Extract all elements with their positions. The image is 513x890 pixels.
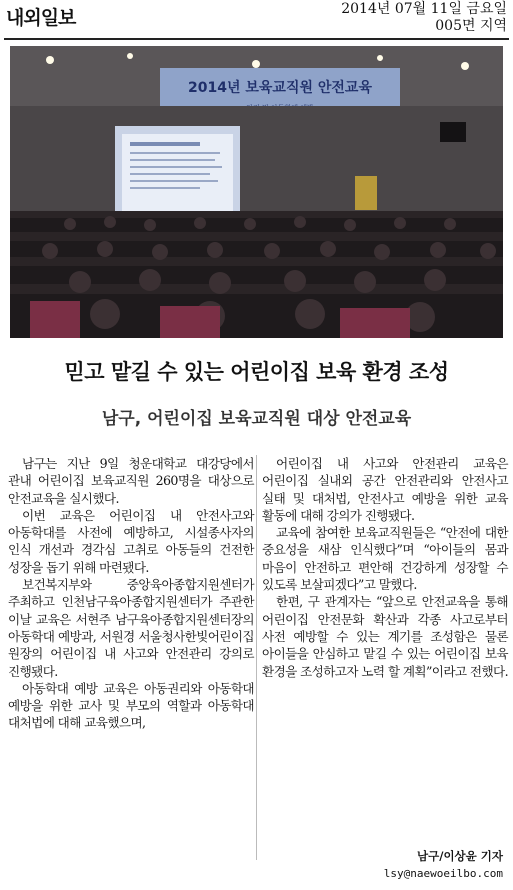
- front-wall: [10, 106, 503, 226]
- paragraph: 아동학대 예방 교육은 아동권리와 아동학대 예방을 위한 교사 및 부모의 역할과 아동학대 대처법에 대해 교육했으며,: [8, 680, 254, 731]
- newspaper-logo: 내외일보: [6, 7, 76, 29]
- paragraph: 교육에 참여한 보육교직원들은 “안전에 대한 중요성을 새삼 인식했다”며 “아이들의 몸과 마음이 안전하고 편안해 건강하게 성장할 수 있도록 보살피겠다”고 말했다.: [262, 525, 508, 593]
- byline: [384, 848, 503, 882]
- paragraph: 보건복지부와 중앙육아종합지원센터가 주최하고 인천남구육아종합지원센터가 주관한 이날 교육은 서현주 남구육아종합지원센터장의 아동학대 예방과, 서원경 서울청사한빛어린이집 원장의 어린이집 내 사고와 안전관리 강의로 진행됐다.: [8, 577, 254, 679]
- ceiling-light: [46, 56, 54, 64]
- speaker: [440, 122, 466, 142]
- article-photo: [10, 46, 503, 338]
- masthead: [0, 0, 513, 40]
- ceiling-light: [127, 53, 133, 59]
- article-column-left: [8, 455, 254, 732]
- lecture-hall-photo: [10, 46, 503, 338]
- ceiling-light: [377, 55, 383, 61]
- podium: [355, 176, 377, 210]
- article-column-right: [262, 455, 508, 680]
- page-section: 005면 지역: [435, 18, 507, 34]
- projected-slide: [122, 134, 233, 220]
- paragraph: 이번 교육은 어린이집 내 안전사고와 아동학대를 사전에 예방하고, 시설종사자의 인식 개선과 경각심 고취로 아동들의 건전한 성장을 돕기 위해 마련됐다.: [8, 507, 254, 575]
- column-divider: [256, 455, 257, 860]
- ceiling-light: [461, 62, 469, 70]
- paragraph: 한편, 구 관계자는 “앞으로 안전교육을 통해 어린이집 안전문화 확산과 각종 사고로부터 사전 예방할 수 있는 계기를 조성함은 물론 아이들을 안심하고 맡길 수 있는 어린이집 보육 환경을 조성하고자 노력 할 계획”이라고 전했다.: [262, 594, 509, 679]
- banner-title: 2014년 보육교직원 안전교육: [188, 80, 372, 96]
- ceiling-light: [252, 60, 260, 68]
- paragraph: 남구는 지난 9일 청운대학교 대강당에서 관내 어린이집 보육교직원 260명을 대상으로 안전교육을 실시했다.: [8, 456, 254, 506]
- paragraph: 어린이집 내 사고와 안전관리 교육은 어린이집 실내외 공간 안전관리와 안전사고 실태 및 대처법, 안전사고 예방을 위한 교육 활동에 대해 강의가 진행됐다.: [262, 456, 508, 523]
- subheadline: 남구, 어린이집 보육교직원 대상 안전교육: [101, 409, 412, 429]
- headline: 믿고 맡길 수 있는 어린이집 보육 환경 조성: [64, 359, 449, 384]
- masthead-rule: [4, 38, 509, 40]
- issue-date: 2014년 07월 11일 금요일: [341, 1, 507, 17]
- reporter-name: 남구/이상윤 기자: [417, 849, 503, 863]
- reporter-email: lsy@naewoeilbo.com: [383, 867, 503, 880]
- dateline: [341, 1, 507, 35]
